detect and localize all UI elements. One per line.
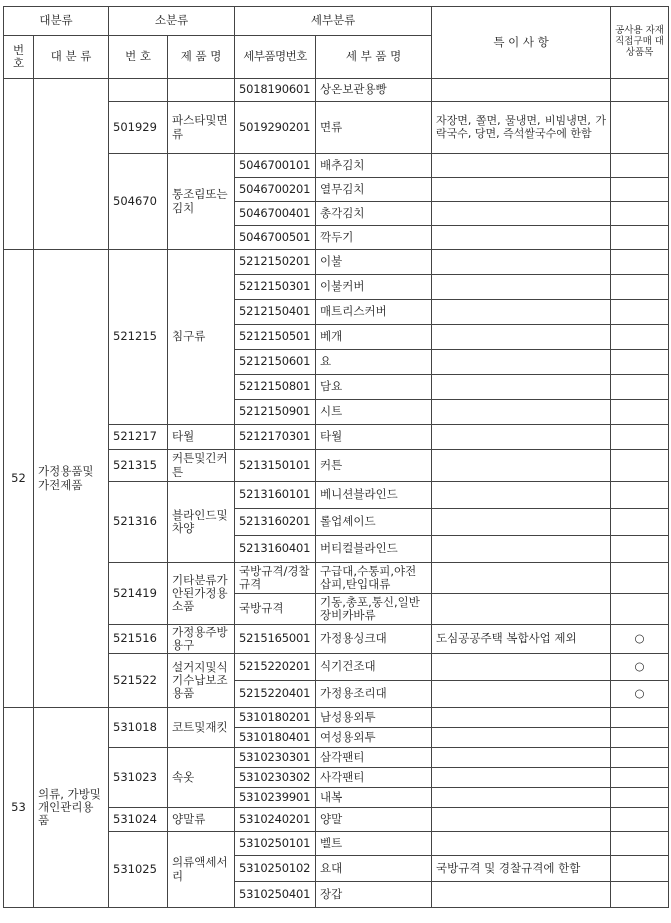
header-detail-name: 세 부 품 명 [316,36,432,79]
remark-cell [432,79,611,102]
detail-code: 5212150501 [235,325,316,350]
detail-name: 롤업셰이드 [316,509,432,536]
minor-num-cell [109,79,168,102]
remark-cell [432,808,611,832]
detail-name: 면류 [316,102,432,154]
detail-name: 깍두기 [316,226,432,250]
remark-cell [432,594,611,625]
remark-cell [432,509,611,536]
procure-cell [611,808,669,832]
detail-code: 5310180401 [235,728,316,748]
detail-name: 삼각팬티 [316,748,432,768]
procure-cell [611,708,669,728]
remark-cell [432,681,611,708]
detail-code: 5213160101 [235,482,316,509]
product-name: 양말류 [168,808,235,832]
detail-code: 5046700501 [235,226,316,250]
table-row [4,708,669,728]
remark: 국방규격 및 경찰규격에 한함 [432,856,611,882]
remark: 도심공공주택 복합사업 제외 [432,625,611,654]
minor-num: 531018 [109,708,168,748]
remark-cell [432,708,611,728]
procure-cell [611,768,669,788]
detail-name: 버티컬블라인드 [316,536,432,563]
minor-num: 521522 [109,654,168,708]
procure-cell [611,748,669,768]
detail-code: 5310250401 [235,882,316,908]
header-detail-group: 세부분류 [235,7,432,36]
procure-cell [611,788,669,808]
procure-cell [611,882,669,908]
remark-cell [432,226,611,250]
remark-cell [432,350,611,375]
detail-code: 5310240201 [235,808,316,832]
detail-code: 5046700401 [235,202,316,226]
remark-cell [432,425,611,450]
detail-name: 배추김치 [316,154,432,178]
header-major-name: 대 분 류 [34,36,109,79]
remark-cell [432,748,611,768]
procure-cell [611,250,669,275]
procure-cell [611,79,669,102]
product-name: 통조림또는김치 [168,154,235,250]
detail-name: 시트 [316,400,432,425]
major-name: 가정용품및가전제품 [34,250,109,708]
table-row [4,250,669,275]
procure-cell [611,375,669,400]
procure-cell [611,509,669,536]
minor-num: 531024 [109,808,168,832]
procure-cell [611,202,669,226]
procure-mark: ○ [611,681,669,708]
product-name: 타월 [168,425,235,450]
detail-code: 5310250102 [235,856,316,882]
product-name: 의류액세서리 [168,832,235,908]
detail-name: 내복 [316,788,432,808]
detail-code: 5215220401 [235,681,316,708]
procure-cell [611,450,669,482]
remark-cell [432,202,611,226]
table-row [4,79,669,102]
remark-cell [432,728,611,748]
detail-code: 5212150901 [235,400,316,425]
header-major-group: 대분류 [4,7,109,36]
minor-num: 521217 [109,425,168,450]
procure-cell [611,536,669,563]
minor-num: 531023 [109,748,168,808]
procure-cell [611,325,669,350]
header-minor-group: 소분류 [109,7,235,36]
procure-cell [611,832,669,856]
product-name: 설거지및식기수납보조용품 [168,654,235,708]
remark-cell [432,536,611,563]
detail-name: 여성용외투 [316,728,432,748]
remark-cell [432,563,611,594]
detail-name: 이불커버 [316,275,432,300]
remark-cell [432,450,611,482]
procure-cell [611,425,669,450]
detail-code: 5310230301 [235,748,316,768]
procure-cell [611,482,669,509]
minor-num: 501929 [109,102,168,154]
header-remarks: 특 이 사 항 [432,7,611,79]
remark-cell [432,654,611,681]
remark-cell [432,882,611,908]
remark-cell [432,325,611,350]
header-procurement: 공사용 자재 직접구매 대상품목 [611,7,669,79]
procure-cell [611,563,669,594]
procure-cell [611,300,669,325]
major-name-cell [34,79,109,250]
product-cell [168,79,235,102]
detail-code: 5046700201 [235,178,316,202]
product-name: 파스타및면류 [168,102,235,154]
product-name: 코트및재킷 [168,708,235,748]
product-name: 블라인드및차양 [168,482,235,563]
detail-code: 5213160201 [235,509,316,536]
header-product-name: 제 품 명 [168,36,235,79]
detail-code: 5212150801 [235,375,316,400]
remark-cell [432,250,611,275]
procure-mark: ○ [611,625,669,654]
procure-cell [611,178,669,202]
detail-name: 가정용조리대 [316,681,432,708]
detail-name: 매트리스커버 [316,300,432,325]
header-num: 번호 [4,36,34,79]
remark-cell [432,832,611,856]
procure-cell [611,154,669,178]
procure-cell [611,594,669,625]
major-num: 52 [4,250,34,708]
detail-name: 타월 [316,425,432,450]
detail-code: 국방규격 [235,594,316,625]
remark-cell [432,788,611,808]
procure-cell [611,856,669,882]
minor-num: 521215 [109,250,168,425]
remark-cell [432,178,611,202]
detail-code: 5213160401 [235,536,316,563]
remark-cell [432,154,611,178]
detail-code: 5212170301 [235,425,316,450]
procure-cell [611,350,669,375]
remark-cell [432,275,611,300]
detail-name: 담요 [316,375,432,400]
product-name: 가정용주방용구 [168,625,235,654]
detail-code: 5212150401 [235,300,316,325]
detail-name: 이불 [316,250,432,275]
product-name: 속옷 [168,748,235,808]
minor-num: 504670 [109,154,168,250]
remark-cell [432,768,611,788]
detail-name: 요 [316,350,432,375]
procure-cell [611,400,669,425]
detail-name: 요대 [316,856,432,882]
detail-code: 5212150201 [235,250,316,275]
detail-name: 총각김치 [316,202,432,226]
minor-num: 521316 [109,482,168,563]
procure-cell [611,728,669,748]
detail-code: 5213150101 [235,450,316,482]
detail-code: 5310250101 [235,832,316,856]
detail-code: 5019290201 [235,102,316,154]
minor-num: 521419 [109,563,168,625]
detail-name: 장갑 [316,882,432,908]
product-classification-table [3,6,669,908]
detail-code: 5212150601 [235,350,316,375]
detail-name: 베개 [316,325,432,350]
detail-name: 커튼 [316,450,432,482]
detail-name: 구급대,수통피,야전삽피,탄입대류 [316,563,432,594]
detail-name: 벨트 [316,832,432,856]
remark-cell [432,400,611,425]
detail-name: 베니션블라인드 [316,482,432,509]
detail-code: 5310239901 [235,788,316,808]
procure-cell [611,102,669,154]
remark-cell [432,375,611,400]
minor-num: 531025 [109,832,168,908]
detail-code: 5215165001 [235,625,316,654]
remark: 자장면, 쫄면, 물냉면, 비빔냉면, 가락국수, 당면, 즉석쌀국수에 한함 [432,102,611,154]
detail-code: 5018190601 [235,79,316,102]
detail-name: 열무김치 [316,178,432,202]
procure-cell [611,226,669,250]
detail-code: 5310230302 [235,768,316,788]
detail-code: 국방규격/경찰규격 [235,563,316,594]
detail-name: 사각팬티 [316,768,432,788]
detail-name: 기동,총포,통신,일반장비카바류 [316,594,432,625]
detail-code: 5310180201 [235,708,316,728]
minor-num: 521315 [109,450,168,482]
header-detail-code: 세부품명번호 [235,36,316,79]
product-name: 기타분류가안된가정용소품 [168,563,235,625]
major-num: 53 [4,708,34,908]
remark-cell [432,300,611,325]
detail-name: 양말 [316,808,432,832]
detail-name: 남성용외투 [316,708,432,728]
detail-code: 5212150301 [235,275,316,300]
detail-code: 5046700101 [235,154,316,178]
product-name: 커튼및긴커튼 [168,450,235,482]
detail-name: 가정용싱크대 [316,625,432,654]
procure-mark: ○ [611,654,669,681]
remark-cell [432,482,611,509]
procure-cell [611,275,669,300]
detail-code: 5215220201 [235,654,316,681]
product-name: 침구류 [168,250,235,425]
major-num-cell [4,79,34,250]
header-minor-num: 번 호 [109,36,168,79]
detail-name: 상온보관용빵 [316,79,432,102]
detail-name: 식기건조대 [316,654,432,681]
minor-num: 521516 [109,625,168,654]
major-name: 의류, 가방및개인관리용품 [34,708,109,908]
